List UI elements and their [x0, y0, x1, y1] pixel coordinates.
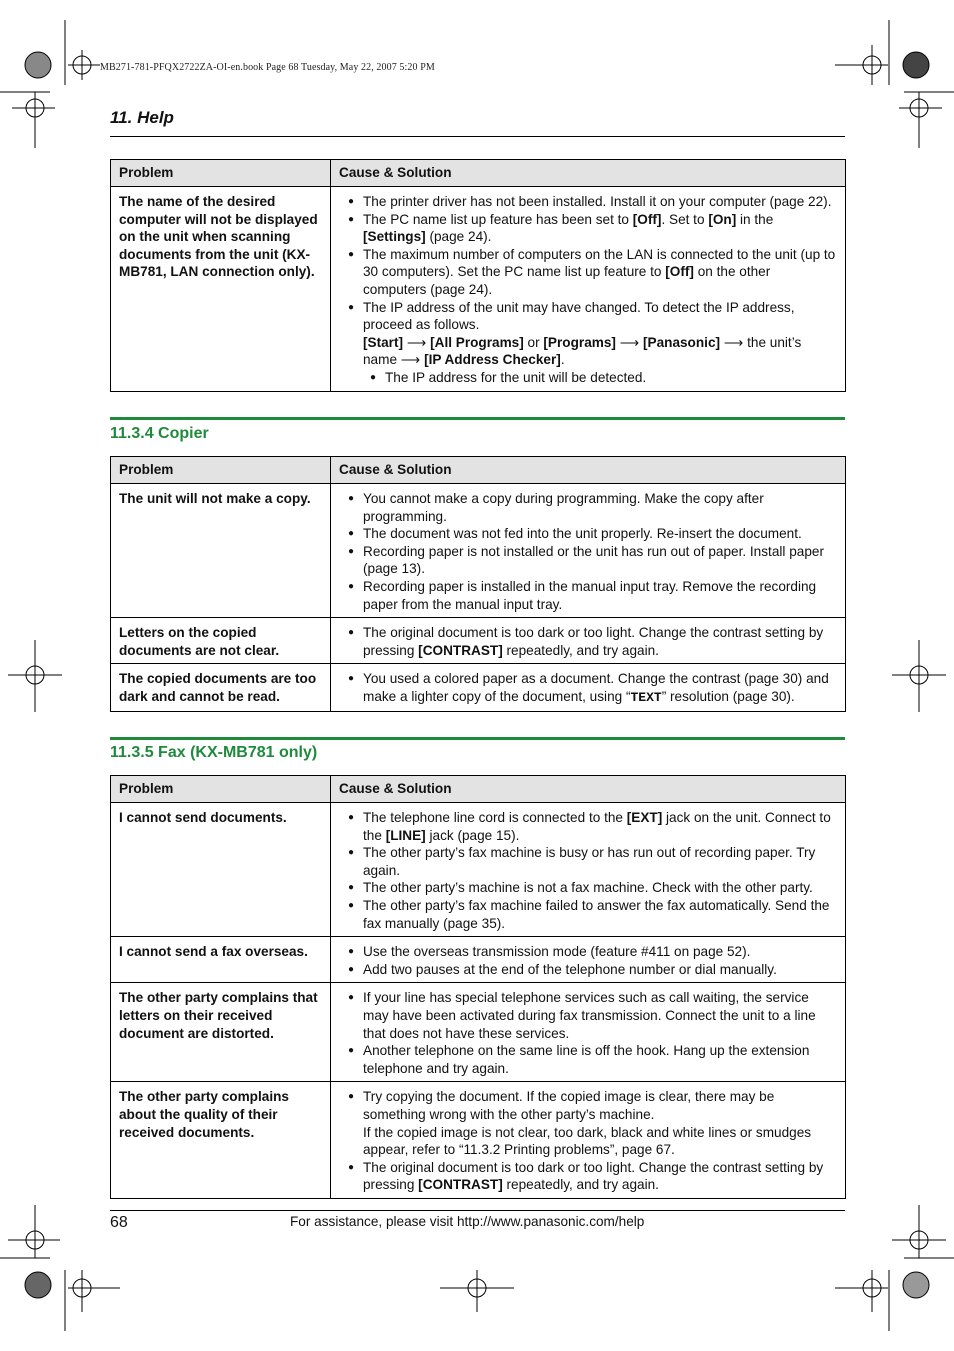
problem-cell: The other party complains that letters on their received document are distorted.	[111, 983, 331, 1082]
table-row	[111, 484, 846, 618]
text: You used a colored paper as a document. Change the contrast (page 30) and make a lighter copy of the document, using “	[363, 671, 829, 704]
problem-cell: I cannot send documents.	[111, 803, 331, 937]
solution-cell	[331, 664, 846, 711]
problem-cell: I cannot send a fax overseas.	[111, 937, 331, 983]
table-row	[111, 803, 846, 937]
text: or	[523, 334, 544, 350]
text: repeatedly, and try again.	[502, 1177, 659, 1193]
text: The PC name list up feature has been set to	[363, 211, 633, 227]
solution-cell	[331, 484, 846, 618]
table-row	[111, 1082, 846, 1199]
solution-cell	[331, 937, 846, 983]
text: The original document is too dark or too light. Change the contrast setting by pressing	[363, 1159, 824, 1193]
problem-column-header: Problem	[111, 776, 331, 803]
list-item: ● The document was not fed into the unit properly. Re-insert the document.	[348, 525, 837, 543]
footer-rule	[110, 1210, 845, 1211]
list-item: ● The printer driver has not been installed. Install it on your computer (page 22).	[348, 193, 837, 211]
solution-cell	[331, 983, 846, 1082]
solution-cell	[331, 618, 846, 664]
list-item: ● Recording paper is installed in the manual input tray. Remove the recording paper from the manual input tray.	[348, 578, 837, 613]
problem-cell: The other party complains about the quality of their received documents.	[111, 1082, 331, 1199]
on-key-label: [On]	[708, 211, 737, 227]
text-mode-label: TEXT	[630, 689, 662, 705]
list-item	[348, 1088, 837, 1158]
list-item: ● The other party’s fax machine is busy or has run out of recording paper. Try again.	[348, 844, 837, 879]
text: .	[560, 352, 565, 368]
text: Try copying the document. If the copied image is clear, there may be something wrong with the other party’s machine.	[363, 1089, 775, 1122]
list-item: ● You cannot make a copy during programming. Make the copy after programming.	[348, 490, 837, 525]
panasonic-label: [Panasonic]	[642, 334, 721, 350]
list-item: ● The other party’s machine is not a fax machine. Check with the other party.	[348, 879, 837, 897]
arrow-icon: ⟶	[619, 334, 640, 350]
text: The IP address of the unit may have changed. To detect the IP address, proceed as follows.	[363, 299, 795, 333]
list-item: ● Use the overseas transmission mode (feature #411 on page 52).	[348, 943, 837, 961]
header-rule	[110, 136, 845, 137]
solution-cell	[331, 1082, 846, 1199]
ext-jack-label: [EXT]	[626, 810, 663, 825]
list-item	[348, 624, 837, 659]
settings-key-label: [Settings]	[363, 229, 426, 245]
copier-problem-table	[110, 456, 846, 712]
chapter-title: 11. Help	[110, 108, 174, 127]
book-file-line: MB271-781-PFQX2722ZA-OI-en.book Page 68 Tuesday, May 22, 2007 5:20 PM	[100, 62, 435, 73]
list-item: ● Another telephone on the same line is off the hook. Hang up the extension telephone and try again.	[348, 1042, 837, 1077]
table-header-row	[111, 776, 846, 803]
problem-cell: Letters on the copied documents are not clear.	[111, 618, 331, 664]
problem-column-header: Problem	[111, 160, 331, 187]
assistance-text: For assistance, please visit http://www.panasonic.com/help	[290, 1214, 645, 1229]
solution-column-header: Cause & Solution	[331, 776, 846, 803]
text: jack on the unit. Connect to the	[363, 810, 831, 843]
list-item	[348, 246, 837, 299]
text: (page 24).	[425, 229, 492, 245]
problem-column-header: Problem	[111, 457, 331, 484]
programs-label: [Programs]	[543, 334, 616, 350]
start-menu-label: [Start]	[363, 334, 404, 350]
line-jack-label: [LINE]	[385, 827, 426, 843]
solution-cell	[331, 803, 846, 937]
text: repeatedly, and try again.	[502, 642, 659, 658]
list-item	[348, 670, 837, 706]
problem-cell: The name of the desired computer will not be displayed on the unit when scanning documents from the unit (KX-MB781, LAN connection only).	[111, 187, 331, 392]
arrow-icon: ⟶	[400, 352, 421, 368]
text: the unit’s name	[363, 334, 802, 368]
page-number: 68	[110, 1214, 128, 1231]
list-item	[348, 809, 837, 844]
off-key-label: [Off]	[632, 211, 662, 227]
arrow-icon: ⟶	[406, 334, 427, 350]
section-rule	[110, 417, 845, 420]
text: in the	[736, 211, 774, 227]
list-item: ● Recording paper is not installed or the unit has run out of paper. Install paper (page 13).	[348, 543, 837, 578]
table-header-row	[111, 160, 846, 187]
copier-section-title: 11.3.4 Copier	[110, 425, 209, 442]
list-item: ● Add two pauses at the end of the telephone number or dial manually.	[348, 961, 837, 979]
arrow-icon: ⟶	[723, 334, 744, 350]
problem-cell: The unit will not make a copy.	[111, 484, 331, 618]
off-key-label: [Off]	[665, 264, 694, 280]
solution-cell	[331, 187, 846, 392]
table-row	[111, 664, 846, 711]
text: jack (page 15).	[425, 827, 520, 843]
text: ” resolution (page 30).	[661, 688, 795, 704]
fax-problem-table	[110, 775, 846, 1199]
text: The telephone line cord is connected to the	[363, 810, 627, 825]
problem-cell: The copied documents are too dark and cannot be read.	[111, 664, 331, 711]
pc-problem-table	[110, 159, 846, 392]
list-item	[348, 1159, 837, 1194]
sub-list-item: ● The IP address for the unit will be detected.	[370, 369, 837, 387]
text: The maximum number of computers on the LAN is connected to the unit (up to 30 computers). Set the PC name list up feature to	[363, 246, 836, 280]
table-row	[111, 937, 846, 983]
text: on the other computers (page 24).	[363, 264, 771, 297]
table-row	[111, 983, 846, 1082]
all-programs-label: [All Programs]	[430, 334, 524, 350]
table-header-row	[111, 457, 846, 484]
list-item	[348, 211, 837, 246]
solution-column-header: Cause & Solution	[331, 457, 846, 484]
text: If the copied image is not clear, too dark, black and white lines or smudges appear, refer to “11.3.2 Printing problems”, page 67.	[363, 1124, 812, 1158]
table-row	[111, 618, 846, 664]
contrast-key-label: [CONTRAST]	[418, 642, 503, 658]
fax-section-title: 11.3.5 Fax (KX-MB781 only)	[110, 744, 318, 761]
list-item: ● If your line has special telephone services such as call waiting, the service may have been activated during fax transmission. Connect the unit to a line that does not have these services.	[348, 989, 837, 1042]
solution-column-header: Cause & Solution	[331, 160, 846, 187]
text: . Set to	[661, 211, 709, 227]
section-rule	[110, 737, 845, 740]
contrast-key-label: [CONTRAST]	[418, 1177, 503, 1193]
list-item: ● The other party’s fax machine failed to answer the fax automatically. Send the fax manually (page 35).	[348, 897, 837, 932]
table-row	[111, 187, 846, 392]
ip-address-checker-label: [IP Address Checker]	[424, 352, 561, 368]
list-item	[348, 299, 837, 387]
text: The original document is too dark or too light. Change the contrast setting by pressing	[363, 625, 824, 658]
